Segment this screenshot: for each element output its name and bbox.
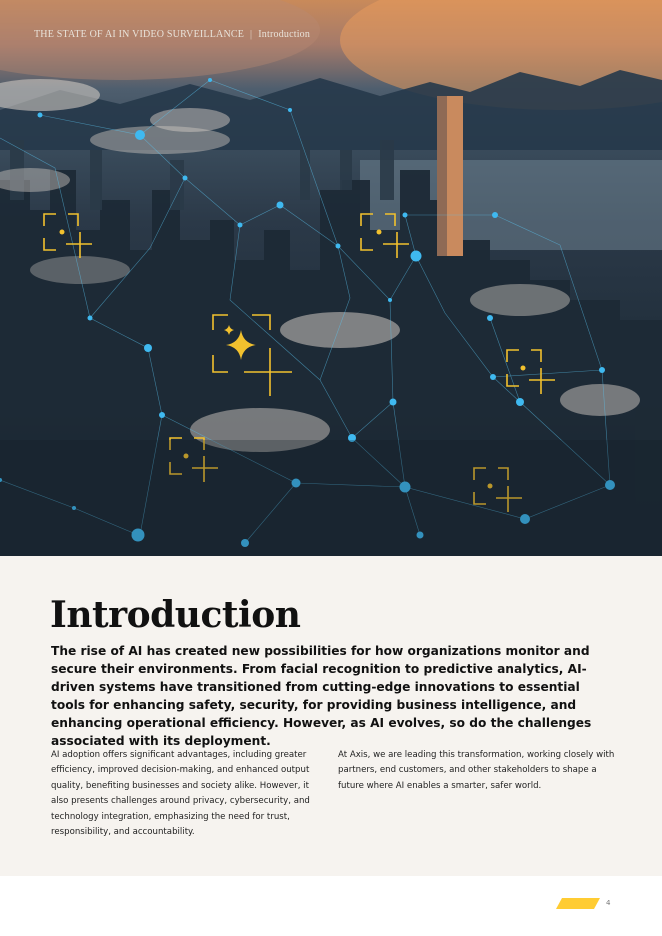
publication-title: THE STATE OF AI IN VIDEO SURVEILLANCE (34, 29, 245, 40)
running-header (34, 29, 310, 40)
lead-paragraph: The rise of AI has created new possibilities for how organizations monitor and secure their environments. From facial recognition to predictive analytics, AI-driven systems have transitioned from cutting-edge innovations to essential tools for enhancing safety, security, for providing business intelligence, and enhancing operational efficiency. However, as AI evolves, so do the challenges associated with its deployment. (51, 644, 592, 748)
body-paragraph-right: At Axis, we are leading this transformation, working closely with partners, end customers, and other stakeholders to shape a future where AI enables a smarter, safer world. (338, 750, 615, 791)
brand-mark-icon (556, 898, 600, 910)
page-title: Introduction (50, 594, 301, 636)
header-separator: | (250, 29, 253, 40)
page-number: 4 (606, 899, 611, 907)
body-paragraph-left: AI adoption offers significant advantages, including greater efficiency, improved decision-making, and enhanced output quality, benefiting businesses and society alike. However, it also presents challenges around privacy, cybersecurity, and technology integration, emphasizing the need for trust, responsibility, and accountability. (51, 750, 310, 838)
section-name: Introduction (258, 29, 311, 40)
